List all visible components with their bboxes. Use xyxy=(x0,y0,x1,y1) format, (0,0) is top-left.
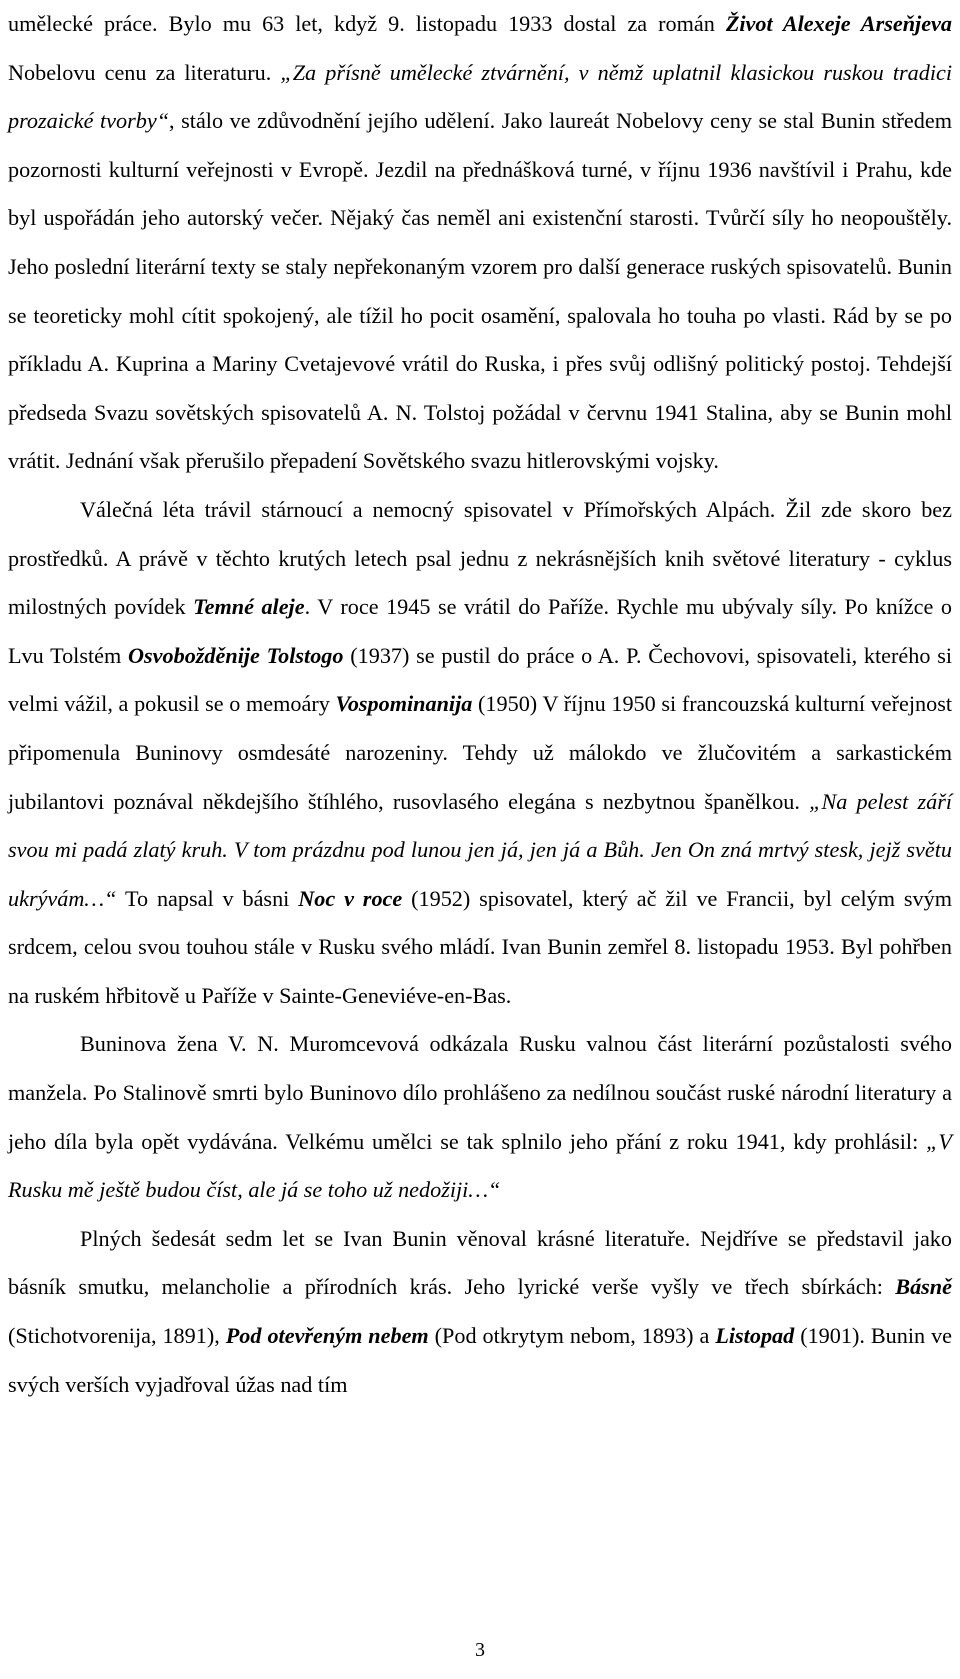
quotation: „V Rusku mě ještě budou číst, ale já se toho už nedožiji…“ xyxy=(8,1128,952,1203)
book-title: Osvobožděnije Tolstogo xyxy=(128,642,344,668)
book-title: Vospominanija xyxy=(335,691,473,717)
text-run: , stálo ve zdůvodnění jejího udělení. Jako laureát Nobelovy ceny se stal Bunin středem pozornosti kulturní veřejnosti v Evropě. Jezdil na přednášková turné, v říjnu 1936 navštívil i Prahu, kde byl uspořádán jeho autorský večer. Nějaký čas neměl ani existenční starosti. Tvůrčí síly ho neopouštěly. Jeho poslední literární texty se staly nepřekonaným vzorem pro další generace ruských spisovatelů. Bunin se teoreticky mohl cítit spokojený, ale tížil ho pocit osamění, spalovala ho touha po vlasti. Rád by se po příkladu A. Kuprina a Mariny Cvetajevové vrátil do Ruska, i přes svůj odlišný politický postoj. Tehdejší předseda Svazu sovětských spisovatelů A. N. Tolstoj požádal v červnu 1941 Stalina, aby se Bunin mohl vrátit. Jednání však přerušilo přepadení Sovětského svazu hitlerovskými vojsky. xyxy=(8,108,952,474)
text-run: Nobelovu cenu za literaturu. xyxy=(8,59,281,85)
text-run: umělecké práce. Bylo mu 63 let, když 9. listopadu 1933 dostal za román xyxy=(8,11,726,36)
book-title: Listopad xyxy=(715,1323,795,1349)
text-run: (1937) se pustil do práce o A. P. Čechovovi, spisovateli, kterého si velmi vážil, a pokusil se o memoáry xyxy=(8,642,952,717)
text-run: To napsal v básni xyxy=(116,885,299,911)
text-run: Plných šedesát sedm let se Ivan Bunin věnoval krásné literatuře. Nejdříve se představil jako básník smutku, melancholie a přírodních krás. Jeho lyrické verše vyšly ve třech sbírkách: xyxy=(8,1225,952,1300)
text-run: (Stichotvorenija, 1891), xyxy=(8,1323,226,1349)
paragraph-1 xyxy=(8,0,952,486)
paragraph-3 xyxy=(8,1020,952,1214)
paragraph-4 xyxy=(8,1215,952,1409)
quotation: „Za přísně umělecké ztvárnění, v němž uplatnil klasickou ruskou tradici prozaické tvorby“ xyxy=(8,59,952,134)
text-run: (1901). Bunin ve svých verších vyjadřoval úžas nad tím xyxy=(8,1323,953,1397)
text-run: (Pod otkrytym nebom, 1893) a xyxy=(428,1323,716,1349)
text-run: Buninova žena V. N. Muromcevová odkázala Rusku valnou část literární pozůstalosti svého manžela. Po Stalinově smrti bylo Buninovo dílo prohlášeno za nedílnou součást ruské národní literatury a jeho díla byla opět vydávána. Velkému umělci se tak splnilo jeho přání z roku 1941, kdy prohlásil: xyxy=(8,1031,952,1154)
text-run: (1952) spisovatel, který ač žil ve Francii, byl celým svým srdcem, celou svou touhou stále v Rusku svého mládí. Ivan Bunin zemřel 8. listopadu 1953. Byl pohřben na ruském hřbitově u Paříže v Sainte-Geneviéve-en-Bas. xyxy=(8,885,952,1008)
book-title: Temné aleje xyxy=(193,594,305,620)
book-title: Pod otevřeným nebem xyxy=(225,1323,429,1349)
page-number: 3 xyxy=(475,1639,485,1661)
book-title: Život Alexeje Arseňjeva xyxy=(725,11,952,36)
book-title: Básně xyxy=(895,1274,952,1300)
quotation: „Na pelest září svou mi padá zlatý kruh. V tom prázdnu pod lunou jen já, jen já a Bůh. Jen On zná mrtvý stesk, jejž světu ukrývám…“ xyxy=(8,788,953,911)
text-run: . V roce 1945 se vrátil do Paříže. Rychle mu ubývaly síly. Po knížce o Lvu Tolstém xyxy=(8,594,952,668)
book-title: Noc v roce xyxy=(298,885,403,911)
text-run: (1950) V říjnu 1950 si francouzská kulturní veřejnost připomenula Buninovy osmdesáté narozeniny. Tehdy už málokdo ve žlučovitém a sarkastickém jubilantovi poznával někdejšího štíhlého, rusovlasého elegána s nezbytnou španělkou. xyxy=(8,691,952,814)
document-body xyxy=(8,0,952,1409)
text-run: Válečná léta trávil stárnoucí a nemocný spisovatel v Přímořských Alpách. Žil zde skoro bez prostředků. A právě v těchto krutých letech psal jednu z nekrásnějších knih světové literatury - cyklus milostných povídek xyxy=(8,496,952,620)
paragraph-2 xyxy=(8,486,952,1021)
